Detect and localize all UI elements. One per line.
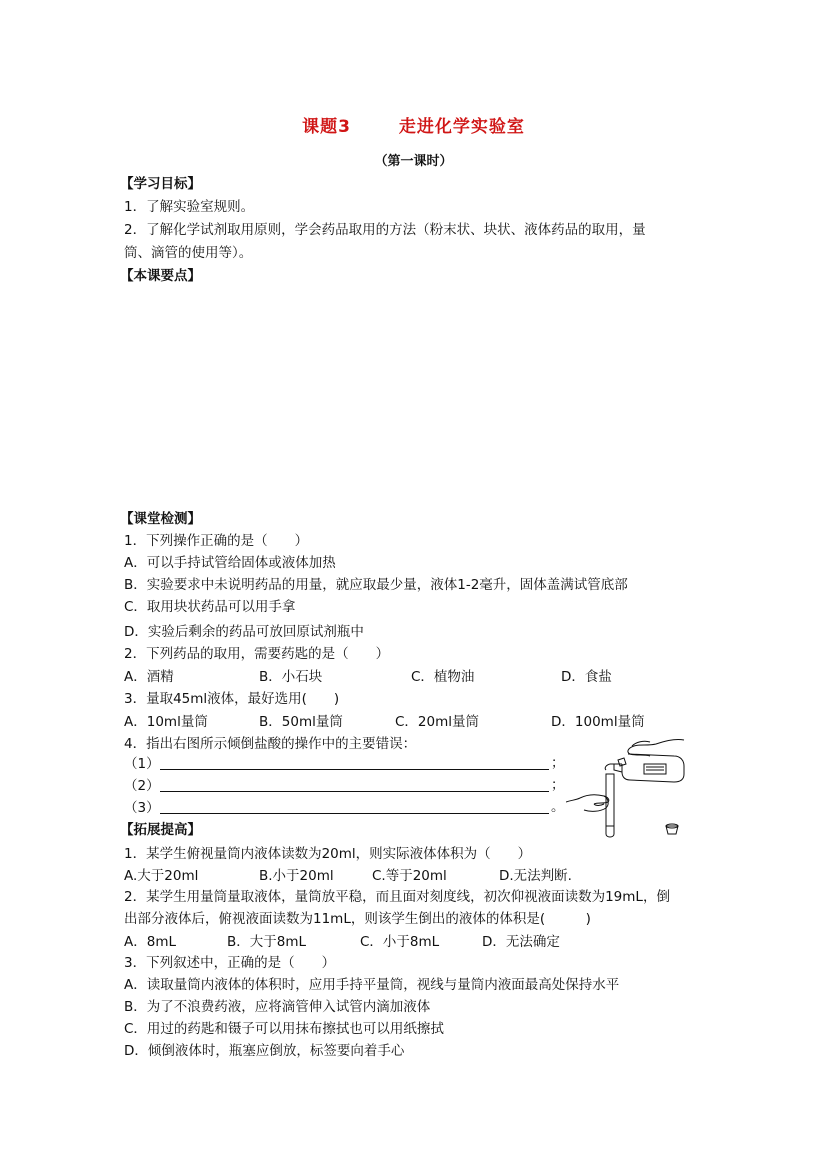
- extend-heading: 【拓展提高】: [120, 822, 201, 838]
- check-q3: 3．量取45ml液体，最好选用( ): [124, 691, 340, 707]
- extend-q1-option-b: B.小于20ml: [259, 868, 334, 884]
- goals-heading: 【学习目标】: [120, 176, 201, 192]
- check-q1: 1．下列操作正确的是（ ）: [124, 533, 309, 549]
- check-q3-option-c: C．20ml量筒: [395, 714, 480, 730]
- extend-q3: 3．下列叙述中，正确的是（ ）: [124, 955, 336, 971]
- check-q2-option-c: C．植物油: [411, 669, 475, 685]
- lesson-number: 课题3: [302, 117, 351, 137]
- lesson-name: 走进化学实验室: [398, 117, 525, 137]
- check-q1-option-b: B．实验要求中未说明药品的用量，就应取最少量，液体1-2毫升，固体盖满试管底部: [124, 577, 628, 593]
- goal-item-2-line2: 筒、滴管的使用等）。: [124, 245, 253, 261]
- extend-q2-line1: 2．某学生用量筒量取液体，量筒放平稳，而且面对刻度线，初次仰视液面读数为19mL，倒: [124, 889, 670, 905]
- goal-item-2-line1: 2．了解化学试剂取用原则，学会药品取用的方法（粉末状、块状、液体药品的取用，量: [124, 222, 646, 238]
- extend-q2-line2: 出部分液体后，俯视液面读数为11mL，则该学生倒出的液体的体积是( ): [124, 911, 591, 927]
- answer-line-2[interactable]: [160, 791, 549, 792]
- check-q3-option-b: B．50ml量筒: [259, 714, 343, 730]
- lesson-title: [0, 112, 827, 137]
- answer-end-3: 。: [551, 799, 565, 815]
- pouring-diagram: [566, 734, 696, 842]
- extend-q1-option-a: A.大于20ml: [124, 868, 199, 884]
- extend-q2-option-b: B．大于8mL: [227, 934, 307, 950]
- check-q1-option-d: D．实验后剩余的药品可放回原试剂瓶中: [124, 624, 364, 640]
- extend-q3-option-c: C．用过的药匙和镊子可以用抹布擦拭也可以用纸擦拭: [124, 1021, 444, 1037]
- answer-line-3[interactable]: [160, 813, 549, 814]
- check-q2: 2．下列药品的取用，需要药匙的是（ ）: [124, 646, 390, 662]
- answer-label-2: （2）: [124, 778, 160, 794]
- answer-end-1: ；: [551, 755, 565, 771]
- extend-q1-option-c: C.等于20ml: [372, 868, 447, 884]
- extend-q1-option-d: D.无法判断.: [499, 868, 572, 884]
- check-q4: 4．指出右图所示倾倒盐酸的操作中的主要错误：: [124, 736, 417, 752]
- extend-q2-option-a: A．8mL: [124, 934, 176, 950]
- extend-q3-option-d: D．倾倒液体时，瓶塞应倒放，标签要向着手心: [124, 1043, 405, 1059]
- check-q3-option-d: D．100ml量筒: [551, 714, 645, 730]
- check-q2-option-d: D．食盐: [561, 669, 612, 685]
- check-q2-option-a: A．酒精: [124, 669, 174, 685]
- extend-q3-option-b: B．为了不浪费药液，应将滴管伸入试管内滴加液体: [124, 999, 431, 1015]
- lesson-subtitle: （第一课时）: [374, 154, 453, 169]
- check-q1-option-a: A．可以手持试管给固体或液体加热: [124, 555, 336, 571]
- check-q2-option-b: B．小石块: [259, 669, 323, 685]
- answer-end-2: ；: [551, 777, 565, 793]
- extend-q2-option-d: D．无法确定: [482, 934, 560, 950]
- extend-q1: 1．某学生俯视量筒内液体读数为20ml，则实际液体体积为（ ）: [124, 846, 532, 862]
- extend-q3-option-a: A．读取量筒内液体的体积时，应用手持平量筒，视线与量筒内液面最高处保持水平: [124, 977, 620, 993]
- check-heading: 【课堂检测】: [120, 511, 201, 527]
- answer-label-1: （1）: [124, 756, 160, 772]
- extend-q2-option-c: C．小于8mL: [360, 934, 440, 950]
- check-q1-option-c: C．取用块状药品可以用手拿: [124, 599, 296, 615]
- goal-item-1: 1．了解实验室规则。: [124, 199, 255, 215]
- key-points-heading: 【本课要点】: [120, 268, 201, 284]
- check-q3-option-a: A．10ml量筒: [124, 714, 208, 730]
- answer-label-3: （3）: [124, 800, 160, 816]
- answer-line-1[interactable]: [160, 769, 549, 770]
